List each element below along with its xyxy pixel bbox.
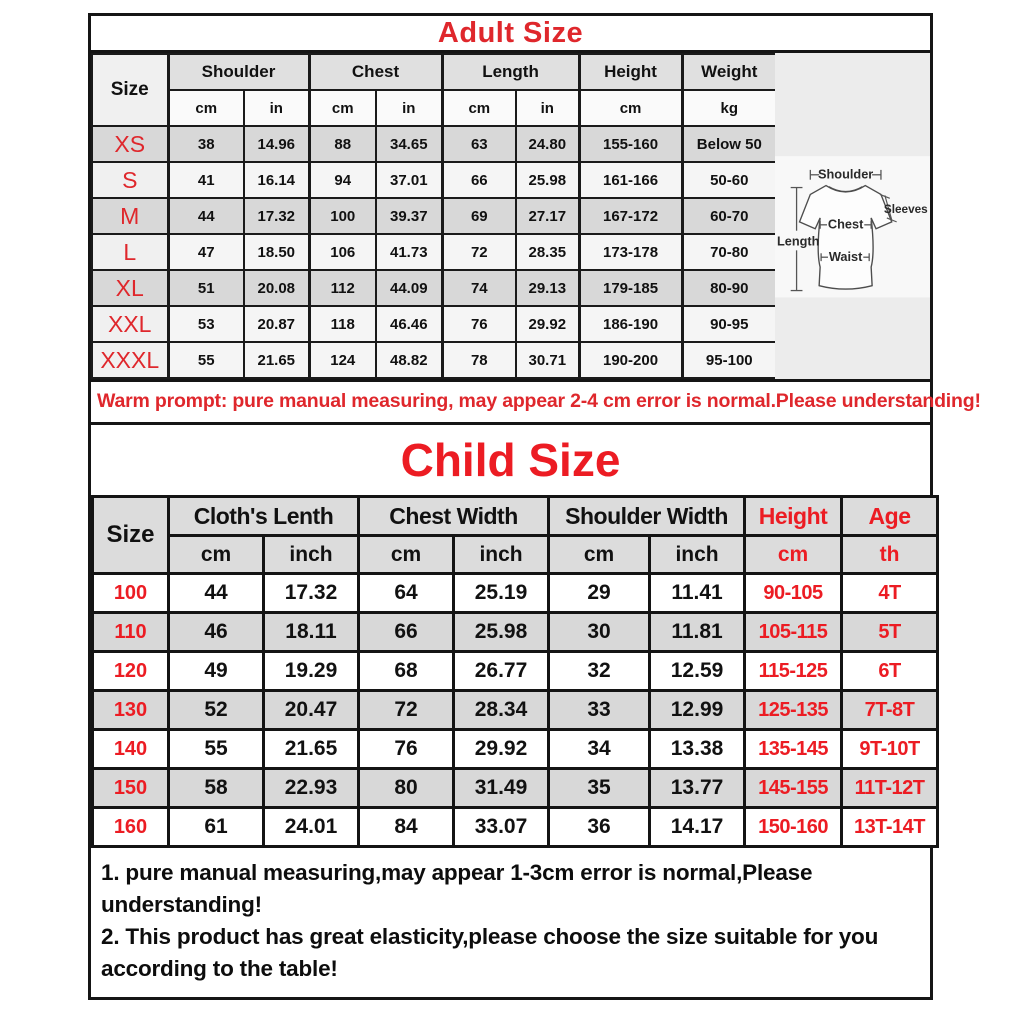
unit-cell: cm <box>169 536 264 574</box>
unit-cell: th <box>842 536 938 574</box>
value-cell: 12.59 <box>650 652 745 691</box>
value-cell: 11.41 <box>650 574 745 613</box>
value-cell: 55 <box>169 730 264 769</box>
adult-header-row <box>92 54 776 90</box>
value-cell: 95-100 <box>682 342 776 378</box>
value-cell: 70-80 <box>682 234 776 270</box>
adult-col-height: Height <box>579 54 682 90</box>
shoulder-label: Shoulder <box>818 166 874 182</box>
size-label-cell: L <box>92 234 168 270</box>
value-cell: 12.99 <box>650 691 745 730</box>
value-cell: 44.09 <box>376 270 442 306</box>
child-table-body <box>93 574 938 847</box>
value-cell: 49 <box>169 652 264 691</box>
value-cell: 18.11 <box>264 613 359 652</box>
size-label-cell: M <box>92 198 168 234</box>
chest-label: Chest <box>827 216 864 232</box>
value-cell: 68 <box>359 652 454 691</box>
value-cell: 118 <box>309 306 376 342</box>
value-cell: 24.80 <box>516 126 579 162</box>
value-cell: 34.65 <box>376 126 442 162</box>
value-cell: 179-185 <box>579 270 682 306</box>
child-table <box>91 495 939 848</box>
value-cell: 66 <box>442 162 516 198</box>
unit-cell: in <box>516 90 579 126</box>
length-label: Length <box>776 233 820 249</box>
value-cell: 29 <box>549 574 650 613</box>
value-cell: 22.93 <box>264 769 359 808</box>
size-label-cell: 140 <box>93 730 169 769</box>
value-cell: 78 <box>442 342 516 378</box>
value-cell: Below 50 <box>682 126 776 162</box>
value-cell: 76 <box>442 306 516 342</box>
adult-col-weight: Weight <box>682 54 776 90</box>
value-cell: 39.37 <box>376 198 442 234</box>
value-cell: 20.08 <box>244 270 309 306</box>
adult-units-row <box>92 90 776 126</box>
unit-cell: inch <box>454 536 549 574</box>
table-row <box>92 198 776 234</box>
value-cell: 80-90 <box>682 270 776 306</box>
value-cell: 21.65 <box>264 730 359 769</box>
value-cell: 60-70 <box>682 198 776 234</box>
value-cell: 30 <box>549 613 650 652</box>
size-label-cell: 160 <box>93 808 169 847</box>
value-cell: 5T <box>842 613 938 652</box>
value-cell: 13T-14T <box>842 808 938 847</box>
table-row <box>93 574 938 613</box>
table-row <box>92 342 776 378</box>
adult-section <box>91 53 930 382</box>
unit-cell: cm <box>309 90 376 126</box>
value-cell: 4T <box>842 574 938 613</box>
value-cell: 38 <box>168 126 244 162</box>
value-cell: 135-145 <box>745 730 842 769</box>
unit-cell: cm <box>359 536 454 574</box>
size-label-cell: S <box>92 162 168 198</box>
value-cell: 50-60 <box>682 162 776 198</box>
size-label-cell: XXXL <box>92 342 168 378</box>
value-cell: 16.14 <box>244 162 309 198</box>
value-cell: 6T <box>842 652 938 691</box>
value-cell: 21.65 <box>244 342 309 378</box>
adult-col-shoulder: Shoulder <box>168 54 309 90</box>
value-cell: 105-115 <box>745 613 842 652</box>
value-cell: 31.49 <box>454 769 549 808</box>
unit-cell: cm <box>745 536 842 574</box>
value-cell: 24.01 <box>264 808 359 847</box>
table-row <box>93 691 938 730</box>
value-cell: 11T-12T <box>842 769 938 808</box>
value-cell: 155-160 <box>579 126 682 162</box>
value-cell: 17.32 <box>264 574 359 613</box>
value-cell: 27.17 <box>516 198 579 234</box>
value-cell: 61 <box>169 808 264 847</box>
value-cell: 28.35 <box>516 234 579 270</box>
child-col-age: Age <box>842 497 938 536</box>
value-cell: 173-178 <box>579 234 682 270</box>
value-cell: 14.96 <box>244 126 309 162</box>
value-cell: 46.46 <box>376 306 442 342</box>
table-row <box>92 126 776 162</box>
value-cell: 124 <box>309 342 376 378</box>
size-label-cell: XL <box>92 270 168 306</box>
value-cell: 76 <box>359 730 454 769</box>
size-label-cell: XS <box>92 126 168 162</box>
value-cell: 33 <box>549 691 650 730</box>
value-cell: 58 <box>169 769 264 808</box>
size-label-cell: XXL <box>92 306 168 342</box>
value-cell: 84 <box>359 808 454 847</box>
value-cell: 150-160 <box>745 808 842 847</box>
size-label-cell: 130 <box>93 691 169 730</box>
value-cell: 33.07 <box>454 808 549 847</box>
value-cell: 74 <box>442 270 516 306</box>
value-cell: 41.73 <box>376 234 442 270</box>
value-cell: 9T-10T <box>842 730 938 769</box>
value-cell: 44 <box>169 574 264 613</box>
table-row <box>92 270 776 306</box>
waist-label: Waist <box>828 249 863 265</box>
value-cell: 90-95 <box>682 306 776 342</box>
value-cell: 94 <box>309 162 376 198</box>
child-col-chest-width: Chest Width <box>359 497 549 536</box>
value-cell: 145-155 <box>745 769 842 808</box>
table-row <box>93 652 938 691</box>
size-label-cell: 100 <box>93 574 169 613</box>
value-cell: 190-200 <box>579 342 682 378</box>
value-cell: 32 <box>549 652 650 691</box>
sleeves-label: Sleeves <box>883 203 928 217</box>
value-cell: 17.32 <box>244 198 309 234</box>
value-cell: 34 <box>549 730 650 769</box>
table-row <box>93 769 938 808</box>
unit-cell: inch <box>264 536 359 574</box>
value-cell: 48.82 <box>376 342 442 378</box>
value-cell: 167-172 <box>579 198 682 234</box>
table-row <box>93 613 938 652</box>
child-size-title: Child Size <box>400 434 621 486</box>
footer-note-1: 1. pure manual measuring,may appear 1-3cm error is normal,Please understanding! <box>101 860 813 917</box>
unit-cell: cm <box>579 90 682 126</box>
value-cell: 53 <box>168 306 244 342</box>
value-cell: 106 <box>309 234 376 270</box>
value-cell: 25.98 <box>516 162 579 198</box>
value-cell: 25.98 <box>454 613 549 652</box>
value-cell: 115-125 <box>745 652 842 691</box>
child-units-row <box>93 536 938 574</box>
value-cell: 52 <box>169 691 264 730</box>
value-cell: 100 <box>309 198 376 234</box>
value-cell: 186-190 <box>579 306 682 342</box>
table-row <box>93 808 938 847</box>
adult-table <box>91 53 775 379</box>
value-cell: 66 <box>359 613 454 652</box>
value-cell: 125-135 <box>745 691 842 730</box>
size-label-cell: 110 <box>93 613 169 652</box>
value-cell: 51 <box>168 270 244 306</box>
value-cell: 35 <box>549 769 650 808</box>
footer-notes <box>91 848 930 997</box>
value-cell: 29.92 <box>516 306 579 342</box>
value-cell: 20.87 <box>244 306 309 342</box>
value-cell: 29.13 <box>516 270 579 306</box>
child-header-row <box>93 497 938 536</box>
value-cell: 46 <box>169 613 264 652</box>
adult-table-body <box>92 126 776 378</box>
value-cell: 28.34 <box>454 691 549 730</box>
value-cell: 72 <box>442 234 516 270</box>
tshirt-diagram <box>775 53 930 379</box>
value-cell: 29.92 <box>454 730 549 769</box>
table-row <box>93 730 938 769</box>
adult-size-title: Adult Size <box>91 16 930 53</box>
size-chart-sheet <box>88 13 981 1000</box>
value-cell: 44 <box>168 198 244 234</box>
value-cell: 25.19 <box>454 574 549 613</box>
value-cell: 41 <box>168 162 244 198</box>
value-cell: 7T-8T <box>842 691 938 730</box>
unit-cell: in <box>244 90 309 126</box>
value-cell: 30.71 <box>516 342 579 378</box>
size-label-cell: 120 <box>93 652 169 691</box>
value-cell: 55 <box>168 342 244 378</box>
unit-cell: in <box>376 90 442 126</box>
child-size-column-header: Size <box>93 497 169 574</box>
value-cell: 37.01 <box>376 162 442 198</box>
value-cell: 72 <box>359 691 454 730</box>
value-cell: 36 <box>549 808 650 847</box>
unit-cell: cm <box>442 90 516 126</box>
unit-cell: inch <box>650 536 745 574</box>
value-cell: 20.47 <box>264 691 359 730</box>
value-cell: 88 <box>309 126 376 162</box>
value-cell: 161-166 <box>579 162 682 198</box>
value-cell: 13.77 <box>650 769 745 808</box>
table-row <box>92 306 776 342</box>
unit-cell: cm <box>168 90 244 126</box>
value-cell: 112 <box>309 270 376 306</box>
size-label-cell: 150 <box>93 769 169 808</box>
value-cell: 47 <box>168 234 244 270</box>
value-cell: 63 <box>442 126 516 162</box>
child-col-height: Height <box>745 497 842 536</box>
unit-cell: kg <box>682 90 776 126</box>
value-cell: 18.50 <box>244 234 309 270</box>
value-cell: 90-105 <box>745 574 842 613</box>
unit-cell: cm <box>549 536 650 574</box>
child-col-shoulder-width: Shoulder Width <box>549 497 745 536</box>
table-row <box>92 234 776 270</box>
warm-prompt-note: Warm prompt: pure manual measuring, may appear 2-4 cm error is normal.Please understanding! <box>91 382 930 425</box>
adult-size-column-header: Size <box>92 54 168 126</box>
footer-note-2: 2. This product has great elasticity,please choose the size suitable for you according to the table! <box>101 923 879 981</box>
child-col-cloth-length: Cloth's Lenth <box>169 497 359 536</box>
table-row <box>92 162 776 198</box>
value-cell: 26.77 <box>454 652 549 691</box>
tshirt-diagram-panel <box>775 53 930 379</box>
value-cell: 69 <box>442 198 516 234</box>
value-cell: 64 <box>359 574 454 613</box>
value-cell: 14.17 <box>650 808 745 847</box>
value-cell: 11.81 <box>650 613 745 652</box>
value-cell: 19.29 <box>264 652 359 691</box>
value-cell: 13.38 <box>650 730 745 769</box>
adult-col-length: Length <box>442 54 579 90</box>
value-cell: 80 <box>359 769 454 808</box>
adult-col-chest: Chest <box>309 54 442 90</box>
